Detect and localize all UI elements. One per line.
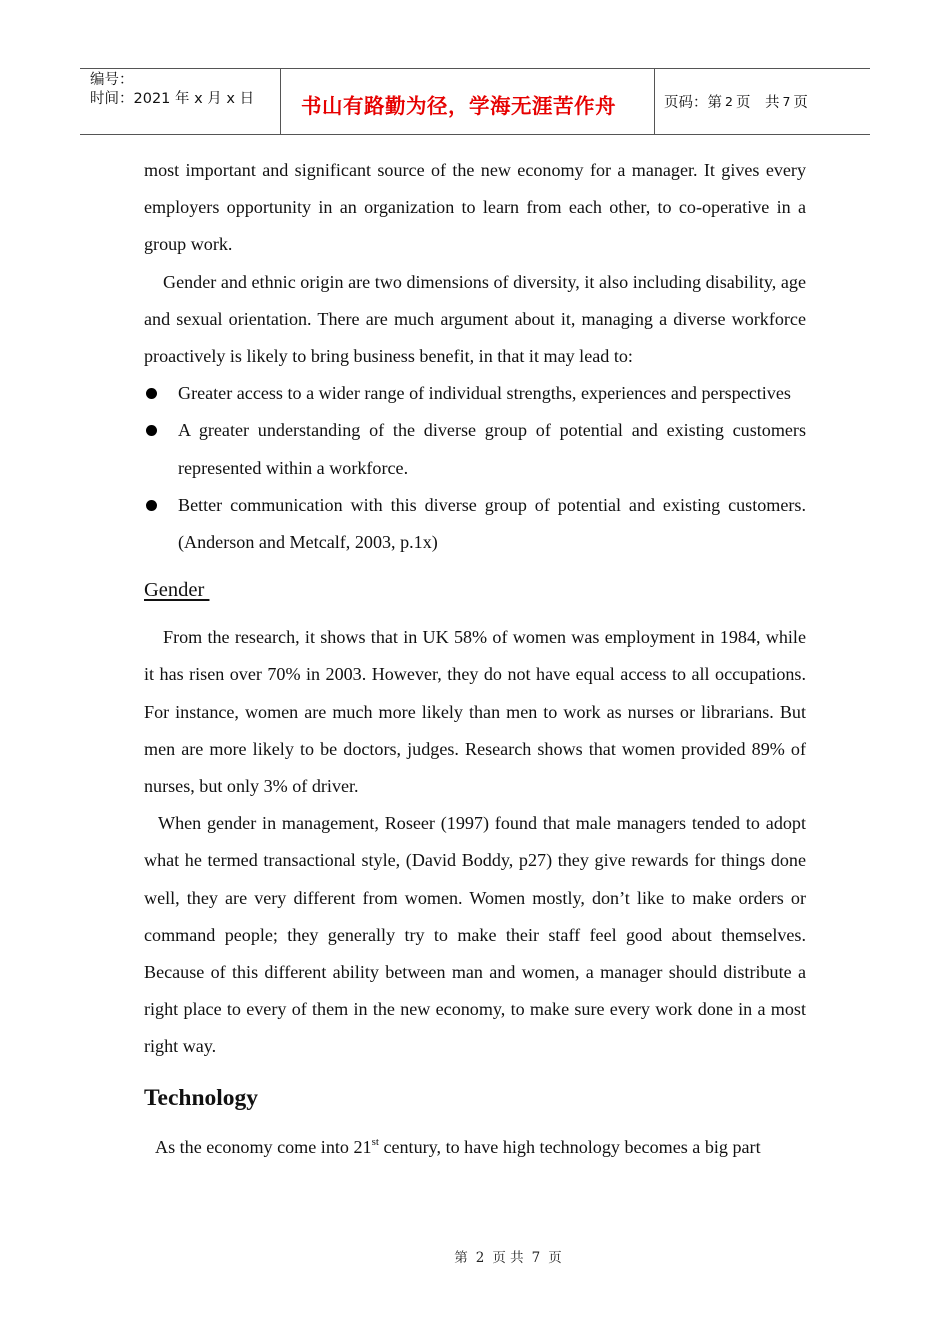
header-number-label: 编号： bbox=[90, 72, 134, 88]
paragraph-1: most important and significant source of the new economy for a manager. It gives every employers opportunity in an organization to learn from each other, to co-operative in a group work. bbox=[144, 160, 806, 255]
bullet-icon bbox=[146, 500, 157, 511]
document-body bbox=[144, 152, 806, 1166]
header-page-prefix: 页码：第 bbox=[664, 95, 722, 111]
paragraph-2: Gender and ethnic origin are two dimensions of diversity, it also including disability, age and sexual orientation. There are much argument about it, managing a diverse workforce proactively is likely to bring business benefit, in that it may lead to: bbox=[144, 271, 806, 367]
paragraph-5 bbox=[144, 1129, 806, 1166]
ordinal-suffix: st bbox=[371, 1135, 379, 1148]
benefit-list bbox=[144, 375, 806, 561]
header-page-current: 2 bbox=[725, 94, 733, 109]
header-date-label: 时间：2021 年 x 月 x 日 bbox=[90, 91, 255, 107]
bullet-icon bbox=[146, 388, 157, 399]
list-item bbox=[144, 412, 806, 486]
page-header bbox=[80, 68, 870, 135]
footer-total: 7 bbox=[531, 1250, 541, 1266]
paragraph-5-start: As the economy come into 21 bbox=[155, 1136, 372, 1157]
list-item-text: Greater access to a wider range of individual strengths, experiences and perspectives bbox=[178, 383, 791, 404]
list-item bbox=[144, 487, 806, 561]
section-heading-gender-text: Gender bbox=[144, 579, 210, 602]
header-motto: 书山有路勤为径，学海无涯苦作舟 bbox=[301, 93, 616, 118]
bullet-icon bbox=[146, 425, 157, 436]
footer-mid: 页 共 bbox=[492, 1250, 524, 1266]
header-motto-cell bbox=[281, 69, 655, 134]
paragraph-4: When gender in management, Roseer (1997) found that male managers tended to adopt what he termed transactional style, (David Boddy, p27) they give rewards for things done well, they are very different from women. Women mostly, don’t like to make orders or command people; they generally try to make their staff feel good about themselves. Because of this different ability between man and women, a manager should distribute a right place to every of them in the new economy, to make sure every work done in a most right way. bbox=[144, 813, 806, 1057]
footer-suffix: 页 bbox=[548, 1250, 562, 1266]
header-page-suffix: 页 bbox=[793, 95, 808, 111]
footer-current: 2 bbox=[475, 1250, 485, 1266]
section-heading-gender bbox=[144, 577, 806, 603]
list-item-text: A greater understanding of the diverse group of potential and existing customers represented within a workforce. bbox=[178, 420, 806, 478]
header-page-info bbox=[655, 69, 870, 134]
header-page-total: 7 bbox=[782, 94, 791, 109]
header-page-mid: 页 共 bbox=[735, 95, 780, 111]
header-meta bbox=[80, 69, 281, 134]
list-item-text: Better communication with this diverse group of potential and existing customers. (Anderson and Metcalf, 2003, p.1x) bbox=[178, 494, 806, 553]
page-footer bbox=[0, 1246, 950, 1266]
section-heading-technology: Technology bbox=[144, 1084, 259, 1111]
list-item bbox=[144, 375, 806, 412]
footer-prefix: 第 bbox=[454, 1250, 468, 1266]
paragraph-3: From the research, it shows that in UK 58% of women was employment in 1984, while it has risen over 70% in 2003. However, they do not have equal access to all occupations. For instance, women are much more likely than men to work as nurses or librarians. But men are more likely to be doctors, judges. Research shows that women provided 89% of nurses, but only 3% of driver. bbox=[144, 627, 806, 797]
paragraph-5-end: century, to have high technology becomes a big part bbox=[378, 1136, 761, 1157]
